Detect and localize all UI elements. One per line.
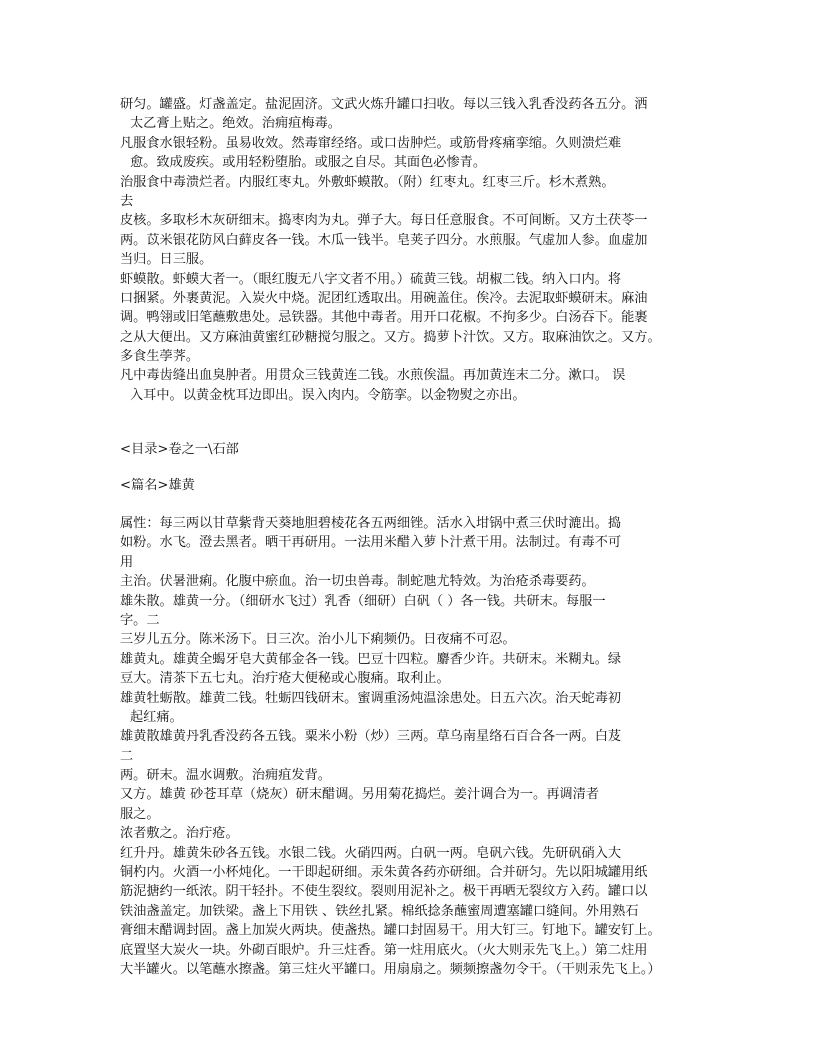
text-line: 去: [120, 193, 134, 209]
text-line: 多食生荸荠。: [120, 349, 200, 365]
text-line: 雄黄散雄黄丹乳香没药各五钱。粟米小粉（炒）三两。草乌南星络石百合各一两。白芨: [120, 729, 622, 745]
text-line: 豆大。清茶下五七丸。治疔疮大便秘或心腹痛。取利止。: [120, 671, 450, 687]
text-line: 筋泥搪约一纸浓。阴干轻扑。不使生裂纹。裂则用泥补之。极干再晒无裂纹方入药。罐口以: [120, 884, 648, 900]
text-line: 服之。: [120, 806, 160, 822]
text-line: 研匀。罐盛。灯盏盖定。盐泥固济。文武火炼升罐口扫收。每以三钱入乳香没药各五分。洒: [120, 97, 648, 112]
text-line: 雄朱散。雄黄一分。（细研水飞过）乳香（细研）白矾（ ）各一钱。共研末。每服一: [120, 593, 606, 609]
text-line: 两。苡米银花防风白藓皮各一钱。木瓜一钱半。皂荚子四分。水煎服。气虚加人参。血虚加: [120, 232, 648, 248]
text-block-realgar: [120, 514, 720, 979]
text-block-mercury: [120, 95, 720, 405]
text-line: 浓者敷之。治疔疮。: [120, 826, 239, 842]
text-line: 雄黄丸。雄黄全蝎牙皂大黄郁金各一钱。巴豆十四粒。麝香少许。共研末。米糊丸。绿: [120, 651, 622, 667]
text-line: 当归。日三服。: [120, 252, 213, 268]
text-line: 如粉。水飞。澄去黑者。晒干再研用。一法用米醋入萝卜汁煮干用。法制过。有毒不可: [120, 535, 622, 551]
catalog-heading: [120, 440, 720, 459]
text-line: 字。二: [120, 612, 160, 628]
text-line: 大半罐火。以笔蘸水擦盏。第三炷火平罐口。用扇扇之。频频擦盏勿令干。（干则汞先飞上。）: [120, 961, 661, 977]
text-line: 雄黄牡蛎散。雄黄二钱。牡蛎四钱研末。蜜调重汤炖温涂患处。日五六次。治天蛇毒初: [120, 690, 622, 706]
text-line: 起红痛。: [130, 709, 183, 725]
text-line: 凡服食水银轻粉。虽易收效。然毒窜经络。或口齿肿烂。或筋骨疼痛挛缩。久则溃烂难: [120, 135, 622, 151]
text-line: 愈。致成废疾。或用轻粉堕胎。或服之自尽。其面色必惨青。: [130, 155, 487, 171]
text-line: 铜杓内。火酒一小杯炖化。一干即起研细。汞朱黄各药亦研细。合并研匀。先以阳城罐用纸: [120, 865, 648, 881]
text-line: 二: [120, 748, 134, 764]
text-line: 膏细末醋调封固。盏上加炭火两块。使盏热。罐口封固易干。用大钉三。钉地下。罐安钉上。: [120, 923, 661, 939]
section-title: [120, 476, 720, 495]
text-line: 用: [120, 554, 134, 570]
text-line: 凡中毒齿缝出血臭肿者。用贯众三钱黄连二钱。水煎俟温。再加黄连末二分。漱口。 误: [120, 368, 626, 384]
text-line: 红升丹。雄黄朱砂各五钱。水银二钱。火硝四两。白矾一两。皂矾六钱。先研矾硝入大: [120, 845, 622, 861]
text-line: 治服食中毒溃烂者。内服红枣丸。外敷虾蟆散。（附）红枣丸。红枣三斤。杉木煮熟。: [120, 174, 615, 190]
text-line: 调。鸭翎或旧笔蘸敷患处。忌铁器。其他中毒者。用开口花椒。不拘多少。白汤吞下。能裹: [120, 310, 648, 326]
text-line: 口捆紧。外裹黄泥。入炭火中烧。泥团红透取出。用碗盖住。俟冷。去泥取虾蟆研末。麻油: [120, 290, 648, 306]
text-line: 铁油盏盖定。加铁梁。盏上下用铁 、铁丝扎紧。棉纸捻条蘸蜜周遭塞罐口缝间。外用熟石: [120, 903, 639, 919]
text-line: 又方。雄黄 砂苍耳草（烧灰）研末醋调。另用菊花捣烂。姜汁调合为一。再调清者: [120, 787, 599, 803]
catalog-path: <目录>卷之一\石部: [120, 442, 239, 457]
text-line: 之从大便出。又方麻油黄蜜红砂糖搅匀服之。又方。捣萝卜汁饮。又方。取麻油饮之。又方。: [120, 329, 661, 345]
text-line: 两。研末。温水调敷。治痈疽发背。: [120, 768, 331, 784]
text-line: 属性：每三两以甘草紫背天葵地胆碧棱花各五两细锉。活水入坩锅中煮三伏时漉出。捣: [120, 516, 622, 531]
text-line: 三岁儿五分。陈米汤下。日三次。治小儿下痢频仍。日夜痛不可忍。: [120, 632, 516, 648]
page-title: <篇名>雄黄: [120, 478, 195, 493]
text-line: 主治。伏暑泄痢。化腹中瘀血。治一切虫兽毒。制蛇虺尤特效。为治疮杀毒要药。: [120, 574, 595, 590]
text-line: 入耳中。以黄金枕耳边即出。误入肉内。令筋挛。以金物熨之亦出。: [130, 387, 526, 403]
text-line: 太乙膏上贴之。绝效。治痈疽梅毒。: [130, 116, 341, 132]
text-line: 底置坚大炭火一块。外砌百眼炉。升三炷香。第一炷用底火。（火大则汞先飞上。）第二炷用: [120, 942, 648, 958]
text-line: 虾蟆散。虾蟆大者一。（眼红腹无八字文者不用。）硫黄三钱。胡椒二钱。纳入口内。将: [120, 271, 622, 287]
text-line: 皮核。多取杉木灰研细末。捣枣肉为丸。弹子大。每日任意服食。不可间断。又方土茯苓一: [120, 213, 648, 229]
